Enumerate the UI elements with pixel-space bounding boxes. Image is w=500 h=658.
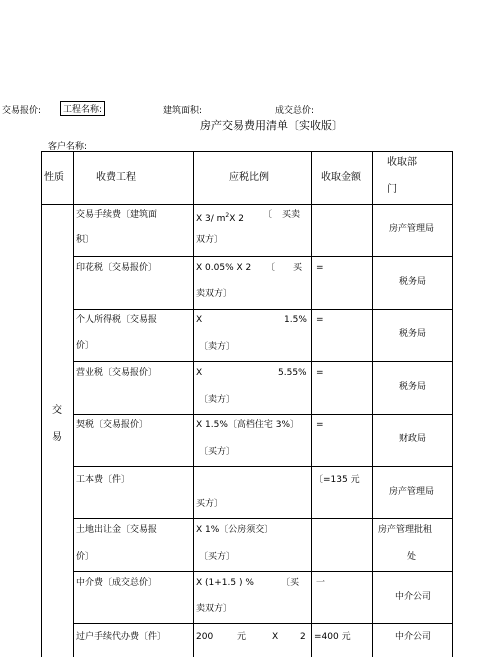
trade-price-label: 交易报价: — [2, 106, 42, 116]
table-border-top — [41, 151, 452, 152]
rate-multiply: X — [272, 632, 279, 642]
amount-text: = — [316, 263, 324, 273]
rate-unit: 元 — [237, 632, 247, 642]
item-text: 印花税〔交易报价〕 — [76, 263, 158, 273]
table-border-left — [41, 151, 42, 657]
header-amount: 收取金额 — [321, 172, 361, 183]
row-line — [73, 309, 452, 310]
dept-text: 中介公司 — [395, 592, 432, 602]
header-dept-cont: 门 — [387, 184, 397, 195]
table-divider-rate — [311, 151, 312, 657]
row-line — [73, 466, 452, 467]
item-text: 工本费〔件〕 — [76, 475, 131, 485]
header-dept: 收取部 — [387, 157, 417, 168]
row-line — [73, 623, 452, 624]
dept-text: 中介公司 — [395, 632, 432, 642]
amount-text: 一 — [316, 578, 326, 588]
table-divider-amount — [372, 151, 373, 657]
rate-text: X 0.05% X 2 — [196, 263, 252, 273]
rate-factor: 2 — [300, 632, 306, 642]
header-rate: 应税比例 — [229, 172, 269, 183]
row-line — [73, 571, 452, 572]
rate-party: 买卖 — [282, 210, 301, 220]
rate-bracket: 〔 — [263, 210, 273, 220]
item-text: 过户手续代办费〔件〕 — [76, 632, 167, 642]
nature-text: 交 — [52, 405, 62, 416]
item-text: 中介费〔成交总价〕 — [76, 578, 158, 588]
rate-text: X — [196, 315, 203, 325]
amount-text: =400 元 — [314, 632, 351, 642]
amount-text: 〔=135 元 — [314, 475, 360, 485]
rate-value: 1.5% — [284, 315, 307, 325]
rate-bracket: 〔 — [266, 263, 276, 273]
header-nature: 性质 — [44, 172, 64, 183]
fee-table — [41, 151, 452, 657]
item-text: 价〕 — [76, 552, 95, 562]
dept-text: 税务局 — [399, 277, 427, 287]
table-header-bottom — [41, 204, 452, 205]
dept-text: 房产管理批租 — [378, 525, 433, 535]
item-text: 积〕 — [76, 235, 95, 245]
rate-text: 卖双方〕 — [196, 604, 233, 614]
table-divider-item — [193, 151, 194, 657]
item-text: 交易手续费〔建筑面 — [76, 210, 158, 220]
row-line — [73, 361, 452, 362]
rate-text: X — [196, 368, 203, 378]
item-text: 价〕 — [76, 341, 95, 351]
amount-text: = — [316, 368, 324, 378]
page-title: 房产交易费用清单〔实收版〕 — [200, 119, 343, 132]
building-area-label: 建筑面积: — [163, 106, 203, 116]
project-name-label: 工程名称: — [60, 101, 105, 116]
table-divider-nature — [73, 151, 74, 657]
row-line — [73, 414, 452, 415]
header-item: 收费工程 — [96, 172, 136, 183]
row-line — [73, 518, 452, 519]
rate-text: 〔买方〕 — [199, 552, 236, 562]
rate-text: 双方〕 — [196, 235, 224, 245]
customer-name-label: 客户名称: — [48, 142, 88, 152]
item-text: 契税〔交易报价〕 — [76, 420, 149, 430]
item-text: 个人所得税〔交易报 — [76, 315, 158, 325]
rate-part: X 3/ m — [196, 214, 226, 224]
rate-value: 5.55% — [278, 368, 307, 378]
rate-party: 〔买 — [281, 578, 300, 588]
amount-text: = — [316, 315, 324, 325]
item-text: 土地出让金〔交易报 — [76, 525, 158, 535]
rate-text: 〔卖方〕 — [199, 395, 236, 405]
rate-text: X 1.5%〔高档住宅 3%〕 — [196, 420, 300, 430]
rate-text: 买方〕 — [196, 499, 224, 509]
total-price-label: 成交总价: — [275, 106, 315, 116]
rate-text: 〔卖方〕 — [199, 342, 236, 352]
rate-text: 卖双方〕 — [196, 289, 233, 299]
amount-text: = — [316, 420, 324, 430]
dept-text: 处 — [407, 552, 417, 562]
table-border-right — [452, 151, 453, 657]
rate-text: X (1+1.5 ) % — [196, 578, 254, 588]
item-text: 营业税〔交易报价〕 — [76, 368, 158, 378]
rate-superscript: 2 — [225, 212, 230, 219]
rate-text — [196, 209, 244, 226]
dept-text: 税务局 — [399, 329, 427, 339]
dept-text: 税务局 — [399, 382, 427, 392]
dept-text: 财政局 — [399, 434, 427, 444]
dept-text: 房产管理局 — [389, 487, 435, 497]
rate-party: 买 — [293, 263, 303, 273]
dept-text: 房产管理局 — [389, 224, 435, 234]
rate-text: 〔买方〕 — [199, 447, 236, 457]
nature-text: 易 — [52, 432, 62, 443]
row-line — [73, 256, 452, 257]
rate-part: X 2 — [229, 214, 245, 224]
rate-text: X 1%〔公房须交〕 — [196, 525, 274, 535]
rate-text: 200 — [196, 632, 214, 642]
